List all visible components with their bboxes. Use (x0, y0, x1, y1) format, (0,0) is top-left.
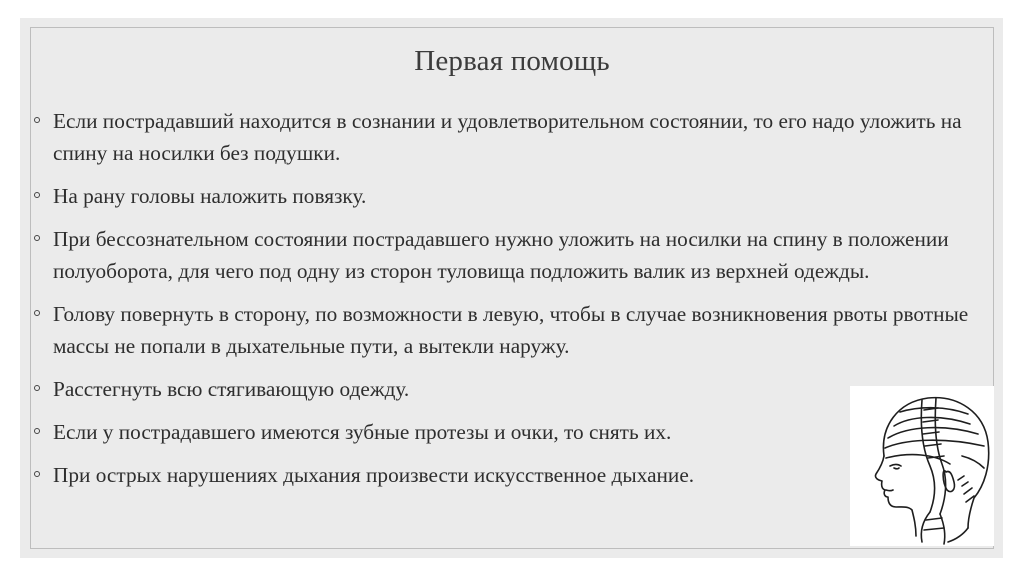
bullet-circle-icon (34, 310, 40, 316)
bullet-text: При бессознательном состоянии пострадавшего нужно уложить на носилки на спину в положении полуоборота, для чего под одну из сторон туловища подложить валик из верхней одежды. (53, 227, 949, 283)
bullet-text: Если пострадавший находится в сознании и удовлетворительном состоянии, то его надо уложить на спину на носилки без подушки. (53, 109, 962, 165)
bullet-circle-icon (34, 235, 40, 241)
bullet-item (34, 223, 998, 287)
bullet-text: Если у пострадавшего имеются зубные протезы и очки, то снять их. (53, 420, 672, 444)
bullet-circle-icon (34, 192, 40, 198)
slide-title: Первая помощь (414, 45, 610, 77)
bandaged-head-icon (850, 386, 994, 546)
bullet-text: Расстегнуть всю стягивающую одежду. (53, 377, 410, 401)
bandaged-head-illustration (850, 386, 994, 546)
bullet-text: При острых нарушениях дыхания произвести искусственное дыхание. (53, 463, 695, 487)
bullet-circle-icon (34, 117, 40, 123)
bullet-circle-icon (34, 385, 40, 391)
bullet-item (34, 180, 994, 212)
bullet-circle-icon (34, 428, 40, 434)
bullet-text: На рану головы наложить повязку. (53, 184, 367, 208)
bullet-circle-icon (34, 471, 40, 477)
bullet-item (34, 105, 993, 169)
bullet-item (34, 298, 1003, 362)
bullet-text: Голову повернуть в сторону, по возможности в левую, чтобы в случае возникновения рвоты рвотные массы не попали в дыхательные пути, а вытекли наружу. (53, 302, 969, 358)
